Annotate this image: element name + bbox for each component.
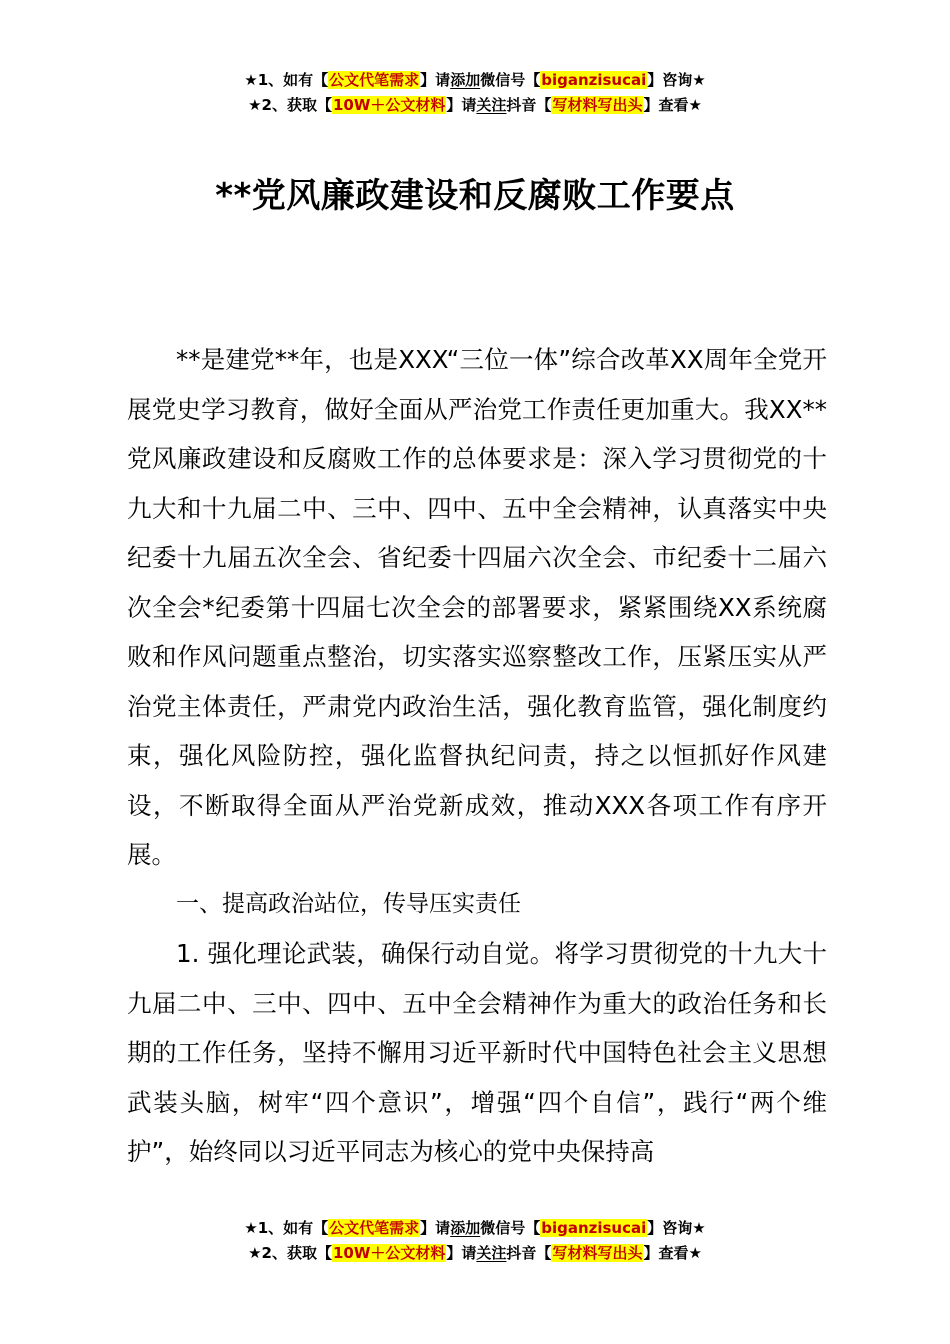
header-banner — [0, 68, 950, 118]
highlighted-wechat-id: biganzisucai — [541, 1219, 647, 1237]
underlined-text: 添加 — [450, 71, 481, 89]
highlighted-wechat-id: biganzisucai — [541, 71, 647, 89]
banner-text: 微信号【 — [480, 1219, 541, 1237]
section-item-paragraph: 1. 强化理论武装，确保行动自觉。将学习贯彻党的十九大十九届二中、三中、四中、五中全会精神作为重大的政治任务和长期的工作任务，坚持不懈用习近平新时代中国特色社会主义思想武装头脑，树牢“四个意识”，增强“四个自信”，践行“两个维护”，始终同以习近平同志为核心的党中央保持高 — [127, 939, 827, 1166]
footer-banner-line-1 — [0, 1216, 950, 1241]
highlighted-materials-label: 10W＋公文材料 — [332, 1244, 446, 1262]
underlined-text: 添加 — [450, 1219, 481, 1237]
header-banner-line-1 — [0, 68, 950, 93]
banner-text: 微信号【 — [480, 71, 541, 89]
underlined-text: 关注 — [476, 96, 507, 114]
footer-banner — [0, 1216, 950, 1266]
banner-text: ★2、获取【 — [248, 96, 332, 114]
highlighted-douyin-account: 写材料写出头 — [552, 1244, 643, 1262]
section-heading: 一、提高政治站位，传导压实责任 — [176, 890, 521, 917]
intro-paragraph: **是建党**年，也是XXX“三位一体”综合改革XX周年全党开展党史学习教育，做好全面从严治党工作责任更加重大。我XX**党风廉政建设和反腐败工作的总体要求是：深入学习贯彻党的十九大和十九届二中、三中、四中、五中全会精神，认真落实中央纪委十九届五次全会、省纪委十四届六次全会、市纪委十二届六次全会*纪委第十四届七次全会的部署要求，紧紧围绕XX系统腐败和作风问题重点整治，切实落实巡察整改工作，压紧压实从严治党主体责任，严肃党内政治生活，强化教育监管，强化制度约束，强化风险防控，强化监督执纪问责，持之以恒抓好作风建设，不断取得全面从严治党新成效，推动XXX各项工作有序开展。 — [127, 345, 827, 869]
banner-text: 】请 — [446, 96, 477, 114]
highlighted-service-label: 公文代笔需求 — [329, 1219, 420, 1237]
header-banner-line-2 — [0, 93, 950, 118]
banner-text: 抖音【 — [506, 1244, 552, 1262]
banner-text: 】查看★ — [643, 1244, 702, 1262]
banner-text: 】请 — [420, 1219, 451, 1237]
banner-text: 】咨询★ — [647, 71, 706, 89]
highlighted-materials-label: 10W＋公文材料 — [332, 96, 446, 114]
highlighted-service-label: 公文代笔需求 — [329, 71, 420, 89]
banner-text: ★2、获取【 — [248, 1244, 332, 1262]
banner-text: ★1、如有【 — [244, 1219, 329, 1237]
banner-text: 抖音【 — [506, 96, 552, 114]
footer-banner-line-2 — [0, 1241, 950, 1266]
banner-text: 】咨询★ — [647, 1219, 706, 1237]
banner-text: 】请 — [446, 1244, 477, 1262]
banner-text: ★1、如有【 — [244, 71, 329, 89]
document-body — [127, 335, 827, 1177]
banner-text: 】请 — [420, 71, 451, 89]
document-title: **党风廉政建设和反腐败工作要点 — [215, 176, 735, 216]
underlined-text: 关注 — [476, 1244, 507, 1262]
highlighted-douyin-account: 写材料写出头 — [552, 96, 643, 114]
banner-text: 】查看★ — [643, 96, 702, 114]
